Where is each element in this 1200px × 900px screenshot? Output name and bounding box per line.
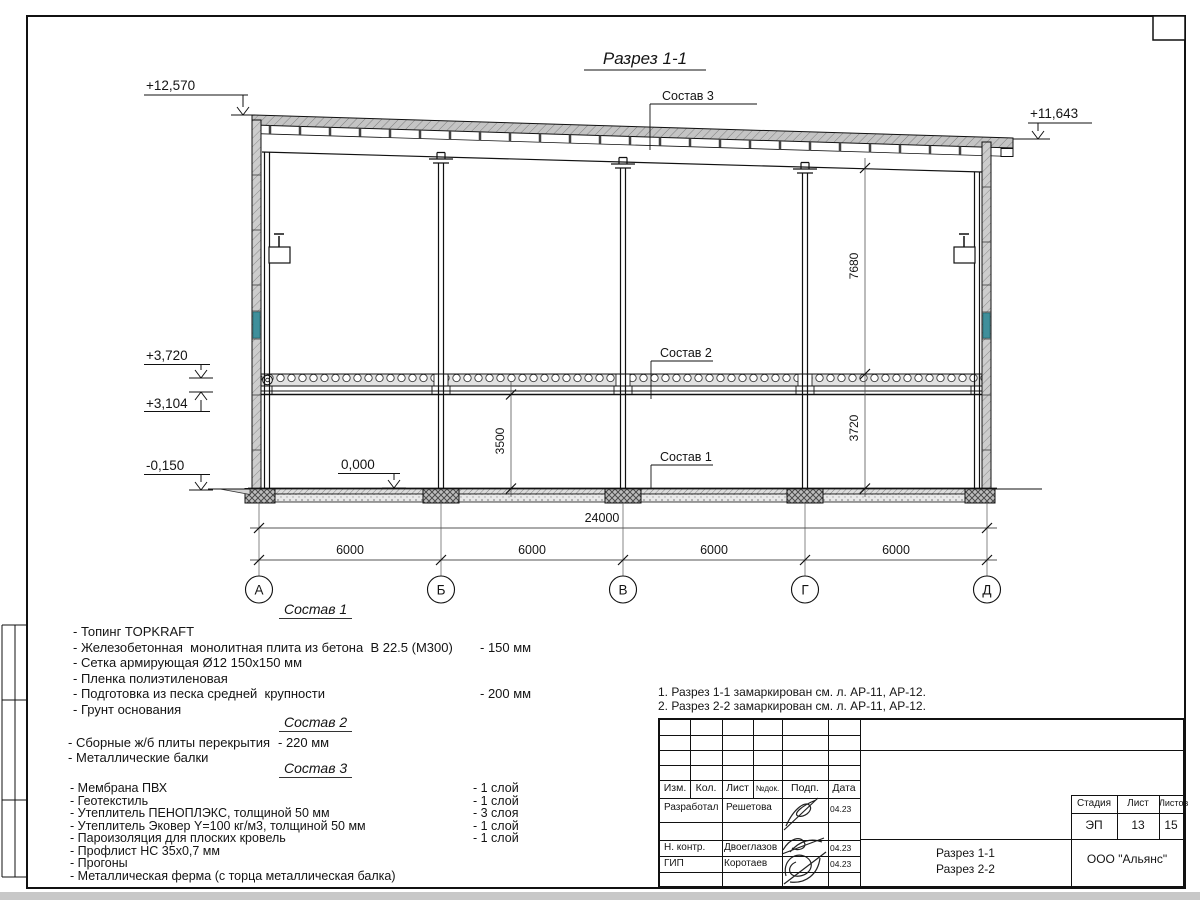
comp1-item: - Сетка армирующая Ø12 150x150 мм [73, 655, 303, 670]
tb-header-izm: Изм. [663, 782, 687, 794]
footing-D [965, 489, 995, 504]
comp3-item: - Прогоны [70, 856, 128, 870]
column-A [265, 152, 270, 488]
left-margin-boxes [2, 625, 27, 877]
elevation-ground: -0,150 [146, 458, 185, 473]
column-B [429, 153, 453, 489]
bottom-dimensions [250, 503, 997, 576]
comp2-item: - Сборные ж/б плиты перекрытия - 220 мм [68, 735, 330, 750]
comp3-item: - Утеплитель ПЕНОПЛЭКС, толщиной 50 мм - 3 слоя [70, 806, 519, 820]
comp3-item: - Профлист НС 35x0,7 мм [70, 843, 220, 858]
roof-end-cap [1001, 149, 1013, 157]
title-block [658, 718, 1189, 888]
column-V [611, 158, 635, 489]
dim-span1: 6000 [336, 543, 364, 557]
left-wall [252, 120, 261, 489]
elevation-beam-bottom: +3,104 [146, 396, 188, 411]
tb-header-ndok: №док. [755, 784, 780, 793]
axis-G: Г [801, 582, 809, 598]
comp3-item: - Геотекстиль - 1 слой [70, 793, 519, 808]
comp3-item: - Мембрана ПВХ - 1 слой [70, 781, 519, 795]
tb-name-gip: Коротаев [724, 858, 768, 869]
comp3-item: - Металлическая ферма (с торца металлическая балка) [70, 868, 396, 883]
comp1-heading: Состав 1 [279, 601, 352, 619]
dim-3720: 3720 [847, 414, 861, 442]
tb-header-list: Лист [726, 782, 749, 794]
axis-V: В [618, 582, 628, 598]
tb-sheet-value: 13 [1131, 818, 1145, 832]
elevation-zero: 0,000 [341, 457, 375, 472]
tb-role-developer: Разработал [664, 802, 719, 813]
tb-doc-title-1: Разрез 1-1 [936, 846, 995, 860]
comp3-item: - Пароизоляция для плоских кровель - 1 слой [70, 831, 519, 845]
tb-role-gip: ГИП [664, 858, 684, 869]
floor-slab [261, 374, 982, 395]
axis-bubbles [246, 576, 1001, 603]
column-G [793, 163, 817, 489]
axis-A: А [254, 582, 264, 598]
tb-sheets-label: Листов [1159, 798, 1189, 808]
elevation-slab-top: +3,720 [146, 348, 188, 363]
tb-doc-title-2: Разрез 2-2 [936, 862, 995, 876]
dim-3500: 3500 [493, 427, 507, 455]
footing-G [787, 489, 823, 504]
comp3-heading: Состав 3 [279, 760, 352, 778]
callout-sostav3: Состав 3 [662, 89, 714, 103]
comp1-item: - Грунт основания [73, 702, 182, 717]
comp3-item: - Утеплитель Эковер Y=100 кг/м3, толщиной 50 мм - 1 слой [70, 818, 519, 833]
comp1-item: - Пленка полиэтиленовая [73, 671, 228, 686]
callout-sostav2: Состав 2 [660, 346, 712, 360]
right-window-panel [983, 313, 990, 338]
callout-sostav1: Состав 1 [660, 450, 712, 464]
tb-company: ООО "Альянс" [1086, 852, 1168, 866]
column-D [975, 172, 980, 488]
footing-B [423, 489, 459, 504]
vertical-dimensions [493, 158, 870, 497]
drawing-title-text: Разрез 1-1 [602, 49, 688, 68]
dim-span3: 6000 [700, 543, 728, 557]
tb-name-ncontrol: Двоеглазов [724, 842, 778, 853]
tb-role-ncontrol: Н. контр. [664, 842, 706, 853]
dim-7680: 7680 [847, 252, 861, 280]
dim-span2: 6000 [518, 543, 546, 557]
note-line-1: 1. Разрез 1-1 замаркирован см. л. АР-11, АР-12. [658, 685, 926, 699]
tb-date-gip: 04.23 [830, 859, 852, 869]
tb-name-developer: Решетова [726, 802, 772, 813]
comp1-item: - Топинг TOPKRAFT [73, 624, 195, 639]
top-right-box [1153, 16, 1185, 40]
elevation-roof-left: +12,570 [146, 78, 196, 93]
elevation-roof-right: +11,643 [1030, 106, 1079, 121]
tb-sheets-value: 15 [1164, 818, 1178, 832]
dim-total: 24000 [584, 511, 620, 525]
tb-stage-value: ЭП [1085, 818, 1103, 832]
axis-B: Б [436, 582, 446, 598]
columns [265, 152, 980, 488]
truss-bottom-chord [262, 152, 982, 172]
ground-slab [208, 489, 1042, 504]
axis-D: Д [982, 582, 992, 598]
callouts [650, 89, 757, 488]
tb-header-podp: Подп. [791, 782, 819, 794]
comp2-item: - Металлические балки [68, 750, 209, 765]
page-edge [0, 892, 1200, 900]
dim-span4: 6000 [882, 543, 910, 557]
tb-date-ncontrol: 04.23 [830, 843, 852, 853]
comp1-item: - Железобетонная монолитная плита из бетона В 22.5 (М300) - 150 мм [73, 640, 532, 655]
wall-brackets [269, 234, 975, 263]
right-wall [982, 142, 991, 489]
comp1-item: - Подготовка из песка средней крупности - 200 мм [73, 686, 532, 701]
tb-date-developer: 04.23 [830, 804, 852, 814]
tb-sheet-label: Лист [1127, 798, 1149, 809]
left-window-panel [253, 312, 260, 338]
tb-header-kol: Кол. [695, 782, 717, 794]
note-line-2: 2. Разрез 2-2 замаркирован см. л. АР-11, АР-12. [658, 699, 926, 713]
footing-V [605, 489, 641, 504]
drawing-title [584, 49, 706, 70]
tb-header-data: Дата [832, 782, 856, 794]
tb-stage-label: Стадия [1076, 798, 1112, 809]
comp2-heading: Состав 2 [279, 714, 352, 732]
